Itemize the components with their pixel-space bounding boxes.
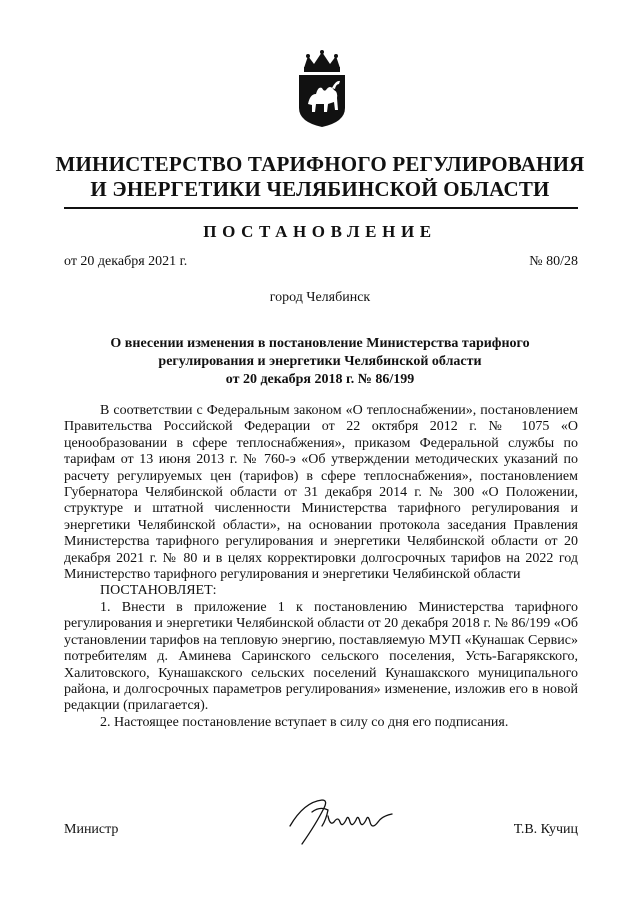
coat-of-arms-icon — [294, 50, 350, 128]
resolves-heading: ПОСТАНОВЛЯЕТ: — [100, 583, 217, 599]
subject-line2: регулирования и энергетики Челябинской области — [158, 354, 482, 369]
document-number: № 80/28 — [529, 254, 578, 269]
item-1-paragraph: 1. Внести в приложение 1 к постановлению Министерства тарифного регулирования и энергетики Челябинской области от 20 декабря 2018 г. № 86/199 «Об установлении тарифов на тепловую энергию, поставляемую МУП «Кунашак Сервис» потребителям д. Аминева Саринского сельского поселения, Усть-Багарякского, Халитовского, Кунашакского сельских поселений Кунашакского муниципального района, и долгосрочных параметров регулирования» изменение, изложив его в новой редакции (прилагается). — [64, 599, 578, 714]
ministry-name-line2: И ЭНЕРГЕТИКИ ЧЕЛЯБИНСКОЙ ОБЛАСТИ — [90, 177, 550, 201]
subject-line3: от 20 декабря 2018 г. № 86/199 — [225, 372, 415, 387]
document-city: город Челябинск — [269, 290, 371, 305]
ministry-name-line1: МИНИСТЕРСТВО ТАРИФНОГО РЕГУЛИРОВАНИЯ — [55, 152, 585, 176]
header-divider — [64, 207, 578, 209]
ministry-name — [0, 152, 640, 202]
preamble-paragraph: В соответствии с Федеральным законом «О теплоснабжении», постановлением Правительства Российской Федерации от 22 октября 2012 г. № 1075 «О ценообразовании в сфере теплоснабжения», приказом Федеральной службы по тарифам от 13 июня 2013 г. № 760-э «Об утверждении методических указаний по расчету регулируемых цен (тарифов) в сфере теплоснабжения», постановлением Губернатора Челябинской области от 31 декабря 2014 г. № 300 «О Положении, структуре и штатной численности Министерства тарифного регулирования и энергетики Челябинской области», на основании протокола заседания Правления Министерства тарифного регулирования и энергетики Челябинской области от 20 декабря 2021 г. № 80 и в целях корректировки долгосрочных тарифов на 2022 год Министерство тарифного регулирования и энергетики Челябинской области — [64, 403, 578, 583]
document-date: от 20 декабря 2021 г. — [64, 254, 188, 269]
signatory-position: Министр — [64, 822, 119, 837]
document-type: ПОСТАНОВЛЕНИЕ — [203, 222, 437, 241]
subject-line1: О внесении изменения в постановление Министерства тарифного — [110, 336, 530, 351]
document-subject — [80, 335, 560, 389]
handwritten-signature — [282, 792, 400, 848]
document-body — [64, 403, 578, 731]
item-2-paragraph: 2. Настоящее постановление вступает в силу со дня его подписания. — [100, 714, 509, 730]
signatory-name: Т.В. Кучиц — [513, 822, 578, 837]
